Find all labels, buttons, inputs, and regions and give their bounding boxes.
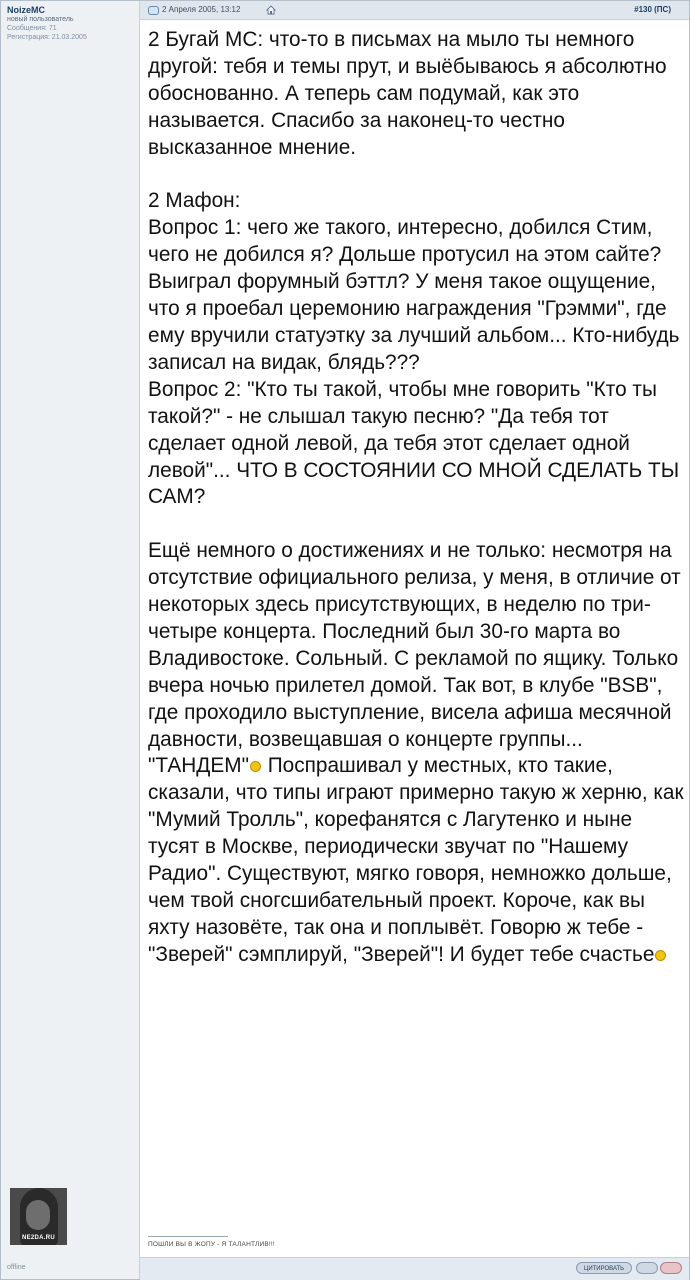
user-online-status: offline xyxy=(7,1264,26,1271)
report-button[interactable] xyxy=(660,1262,682,1274)
smile-icon xyxy=(655,950,666,961)
user-registration-date: Регистрация: 21.03.2005 xyxy=(7,34,87,41)
post-date: 2 Апреля 2005, 13:12 xyxy=(162,5,241,14)
username-link[interactable]: NoizeMC xyxy=(7,5,45,15)
smile-icon xyxy=(250,761,261,772)
post-number-link[interactable]: #130 (ПС) xyxy=(634,5,671,14)
avatar xyxy=(10,1188,67,1245)
reply-button[interactable] xyxy=(636,1262,658,1274)
user-post-count: Сообщения: 71 xyxy=(7,25,57,32)
post-message xyxy=(148,27,690,969)
message-text-part-2: Поспрашивал у местных, кто такие, сказали, что типы играют примерно такую ж херню, как "Мумий Тролль", корефанятся с Лагутенко и ныне тусят в Москве, периодически звучат по "Нашему Радио". Существуют, мягко говоря, немножко дольше, чем твой сногсшибательный проект. Короче, как вы яхту назовёте, так она и поплывёт. Говорю ж тебе - "Зверей" сэмплируй, "Зверей"! И будет тебе счастье xyxy=(148,754,690,966)
user-title: новый пользователь xyxy=(7,16,74,23)
user-info-panel xyxy=(1,1,140,1279)
signature: ПОШЛИ ВЫ В ЖОПУ - Я ТАЛАНТЛИВ!!! xyxy=(148,1241,275,1248)
avatar-face xyxy=(26,1200,50,1230)
signature-divider xyxy=(148,1236,228,1237)
avatar-logo-text: NE2DA.RU xyxy=(21,1235,56,1241)
post-footer xyxy=(140,1257,689,1280)
message-text-part-1: 2 Бугай МС: что-то в письмах на мыло ты немного другой: тебя и темы прут, и выёбываюсь я абсолютно обоснованно. А теперь сам подумай, как это называется. Спасибо за наконец-то честно высказанное мнение. 2 Мафон: Вопрос 1: чего же такого, интересно, добился Стим, чего не добился я? Дольше протусил на этом сайте? Выиграл форумный бэттл? У меня такое ощущение, что я проебал церемонию награждения "Грэмми", где ему вручили статуэтку за лучший альбом... Кто-нибудь записал на видак, блядь??? Вопрос 2: "Кто ты такой, чтобы мне говорить "Кто ты такой?" - не слышал такую песню? "Да тебя тот сделает одной левой, да тебя этот сделает одной левой"... ЧТО В СОСТОЯНИИ СО МНОЙ СДЕЛАТЬ ТЫ САМ? Ещё немного о достижениях и не только: несмотря на отсутствие официального релиза, у меня, в отличие от некоторых здесь присутствующих, в неделю по три-четыре концерта. Последний был 30-го марта во Владивостоке. Сольный. С рекламой по ящику. Только вчера ночью прилетел домой. Так вот, в клубе "BSB", где проходило выступление, висела афиша месячной давности, возвещавшая о концерте группы... "ТАНДЕМ" xyxy=(148,28,681,778)
post-header xyxy=(140,1,689,20)
quote-button[interactable]: ЦИТИРОВАТЬ xyxy=(576,1262,632,1274)
home-icon[interactable] xyxy=(266,5,276,15)
post-icon xyxy=(148,6,159,15)
